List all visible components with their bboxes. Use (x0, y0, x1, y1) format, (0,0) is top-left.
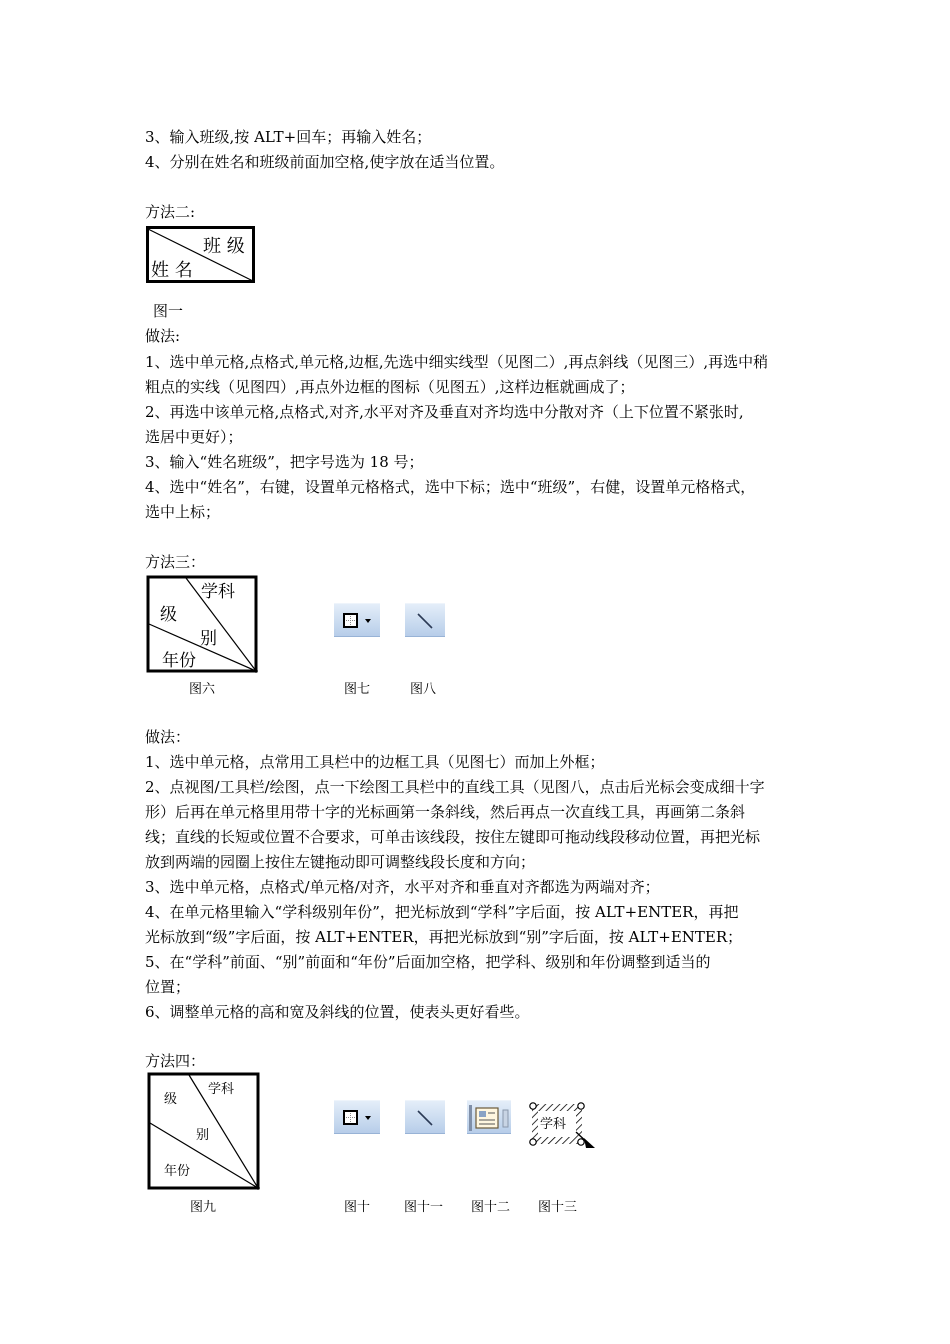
figure-12-caption: 图十二 (471, 1200, 511, 1215)
m3-step-2c: 线；直线的长短或位置不合要求，可单击该线段，按住左键即可拖动线段移动位置，再把光标 (145, 828, 761, 846)
method-2-how-heading: 做法: (145, 327, 181, 345)
figure-6-caption: 图六 (189, 682, 216, 697)
m3-step-1: 1、选中单元格，点常用工具栏中的边框工具（见图七）而加上外框； (145, 753, 605, 771)
method-3-title: 方法三： (145, 553, 206, 571)
m3-step-5a: 5、在“学科”前面、“别”前面和“年份”后面加空格，把学科、级别和年份调整到适当的 (145, 953, 711, 971)
figure-9-caption: 图九 (190, 1200, 217, 1215)
m3-step-4b: 光标放到“级”字后面，按 ALT+ENTER，再把光标放到“别”字后面，按 ALT+ENTER； (145, 928, 743, 946)
method-3-how-heading: 做法： (145, 728, 191, 746)
border-tool-icon (334, 604, 380, 638)
figure-1-diagonal-header (146, 226, 256, 284)
m3-step-4a: 4、在单元格里输入“学科级别年份”，把光标放到“学科”字后面，按 ALT+ENTER，再把 (145, 903, 739, 921)
m3-step-2a: 2、点视图/工具栏/绘图，点一下绘图工具栏中的直线工具（见图八，点击后光标会变成细十字 (145, 778, 765, 796)
m2-step-3: 3、输入“姓名班级”，把字号选为 18 号； (145, 453, 424, 471)
fig9-grade-label: 级 (164, 1092, 178, 1107)
figure-10-caption: 图十 (344, 1200, 371, 1215)
textbox-tool-icon (467, 1101, 511, 1135)
textbox-tool-button[interactable] (467, 1100, 511, 1134)
figure-13-caption: 图十三 (538, 1200, 578, 1215)
border-tool-button-2[interactable] (334, 1100, 380, 1134)
figure-6-triple-header (146, 575, 260, 675)
fig6-year-label: 年份 (162, 651, 196, 671)
m2-step-4b: 选中上标； (145, 503, 221, 521)
line-tool-button-2[interactable] (405, 1100, 445, 1134)
method-2-title: 方法二: (145, 203, 196, 221)
m2-step-4a: 4、选中“姓名”，右键，设置单元格格式，选中下标；选中“班级”，右健，设置单元格格式， (145, 478, 756, 496)
figure-11-caption: 图十一 (404, 1200, 444, 1215)
method-4-title: 方法四： (145, 1052, 206, 1070)
border-tool-button[interactable] (334, 603, 380, 637)
figure-7-caption: 图七 (344, 682, 371, 697)
m3-step-2b: 形）后再在单元格里用带十字的光标画第一条斜线，然后再点一次直线工具，再画第二条斜 (145, 803, 746, 821)
line-tool-button[interactable] (405, 603, 445, 637)
fig6-subject-label: 学科 (201, 582, 235, 602)
selected-textbox-icon (528, 1100, 598, 1152)
figure-9-textbox-header (146, 1072, 262, 1192)
step-4-text: 4、分别在姓名和班级前面加空格,使字放在适当位置。 (145, 153, 505, 171)
fig6-grade-label: 级 (160, 605, 177, 625)
m2-step-2b: 选居中更好）； (145, 428, 243, 446)
m2-step-1a: 1、选中单元格,点格式,单元格,边框,先选中细实线型（见图二）,再点斜线（见图三）,再选中稍 (145, 353, 769, 371)
m3-step-5b: 位置； (145, 978, 191, 996)
fig6-level-label: 别 (200, 629, 217, 649)
fig9-level-label: 别 (196, 1128, 210, 1143)
m3-step-3: 3、选中单元格，点格式/单元格/对齐，水平对齐和垂直对齐都选为两端对齐； (145, 878, 660, 896)
figure-8-caption: 图八 (410, 682, 437, 697)
fig1-class-label: 班 级 (203, 236, 245, 257)
m3-step-2d: 放到两端的园圈上按住左键拖动即可调整线段长度和方向； (145, 853, 536, 871)
fig13-subject-label: 学科 (540, 1117, 567, 1132)
m2-step-1b: 粗点的实线（见图四）,再点外边框的图标（见图五）,这样边框就画成了； (145, 378, 635, 396)
line-tool-icon (405, 604, 445, 638)
border-tool-icon (334, 1101, 380, 1135)
fig1-name-label: 姓 名 (151, 260, 193, 281)
fig9-year-label: 年份 (164, 1164, 191, 1179)
line-tool-icon (405, 1101, 445, 1135)
step-3-text: 3、输入班级,按 ALT+回车；再输入姓名； (145, 128, 432, 146)
figure-1-caption: 图一 (153, 302, 184, 320)
m2-step-2a: 2、再选中该单元格,点格式,对齐,水平对齐及垂直对齐均选中分散对齐（上下位置不紧张时, (145, 403, 744, 421)
fig9-subject-label: 学科 (208, 1082, 235, 1097)
m3-step-6: 6、调整单元格的高和宽及斜线的位置，使表头更好看些。 (145, 1003, 530, 1021)
